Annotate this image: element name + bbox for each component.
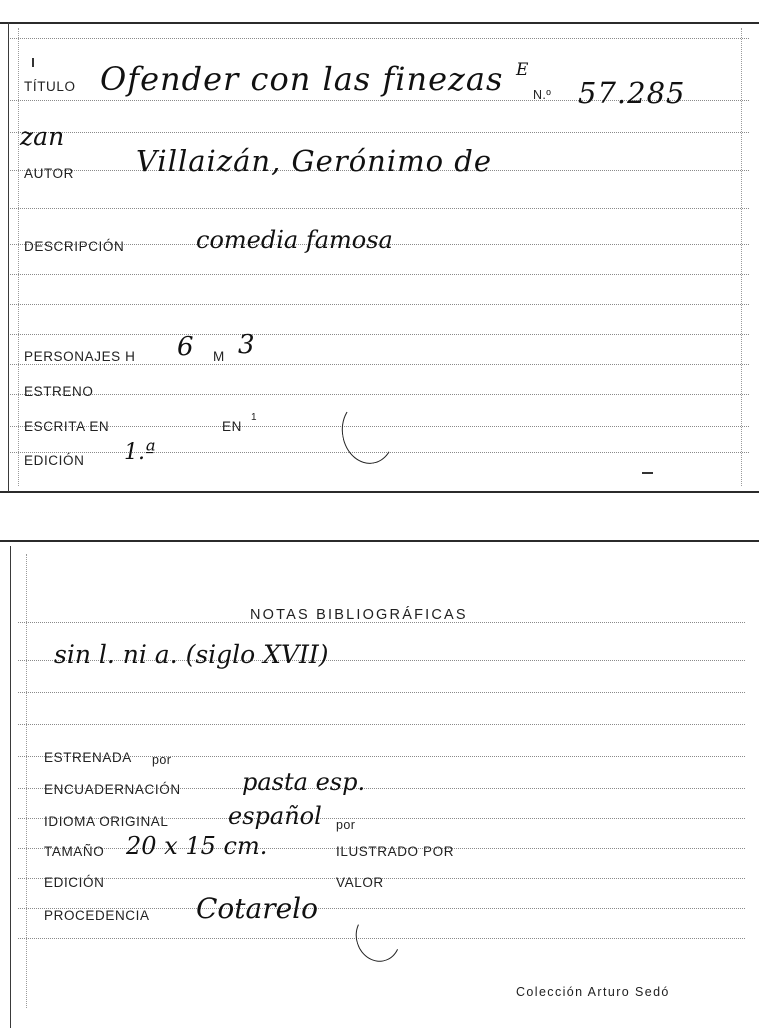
field-value-tamano: 20 x 15 cm. bbox=[126, 832, 268, 860]
field-label-en: EN bbox=[222, 419, 242, 434]
field-label-estrenada: ESTRENADA bbox=[44, 750, 132, 765]
field-value-descripcion: comedia famosa bbox=[196, 226, 393, 254]
field-label-edicion-bottom: EDICIÓN bbox=[44, 875, 105, 890]
field-label-ilustrado-por: ILUSTRADO POR bbox=[336, 844, 455, 859]
rule bbox=[10, 334, 749, 335]
top-card-left-dotted-rule bbox=[18, 28, 19, 486]
bottom-card-top-border bbox=[0, 540, 759, 542]
field-value-idioma-original: español bbox=[228, 802, 322, 830]
titulo-overflow: zan bbox=[20, 122, 65, 151]
pen-mark-arc-bottom bbox=[349, 906, 406, 967]
field-value-titulo: Ofender con las finezas bbox=[100, 60, 504, 98]
field-label-titulo: TÍTULO bbox=[24, 79, 76, 94]
field-value-procedencia: Cotarelo bbox=[196, 892, 318, 925]
field-value-personajes-m: 3 bbox=[238, 330, 255, 360]
field-sublabel-estrenada-por: por bbox=[152, 753, 172, 767]
field-label-descripcion: DESCRIPCIÓN bbox=[24, 239, 125, 254]
field-value-en: 1 bbox=[251, 412, 257, 423]
rule bbox=[10, 394, 749, 395]
pen-mark-arc bbox=[337, 396, 399, 468]
field-value-autor: Villaizán, Gerónimo de bbox=[136, 144, 493, 178]
field-label-procedencia: PROCEDENCIA bbox=[44, 908, 150, 923]
notes-heading: NOTAS BIBLIOGRÁFICAS bbox=[250, 607, 468, 623]
bibliographic-note: sin l. ni a. (siglo XVII) bbox=[54, 640, 329, 669]
field-label-escrita-en: ESCRITA EN bbox=[24, 419, 110, 434]
record-number-value: 57.285 bbox=[578, 76, 686, 110]
pen-mark-tick-2 bbox=[32, 58, 34, 67]
field-label-personajes-m: M bbox=[213, 349, 225, 364]
top-card-top-border bbox=[0, 22, 759, 24]
field-label-edicion: EDICIÓN bbox=[24, 453, 85, 468]
top-card-bottom-border bbox=[0, 491, 759, 493]
field-value-encuadernacion: pasta esp. bbox=[242, 768, 366, 796]
bottom-catalog-card bbox=[0, 540, 759, 1028]
pen-mark-tick bbox=[642, 472, 653, 474]
top-card-left-border bbox=[8, 22, 9, 492]
field-sublabel-idioma-por: por bbox=[336, 818, 356, 832]
rule bbox=[10, 208, 749, 209]
field-value-edicion: 1.ª bbox=[124, 440, 156, 465]
rule bbox=[10, 274, 749, 275]
titulo-superscript: E bbox=[516, 60, 529, 80]
rule bbox=[10, 132, 749, 133]
field-label-estreno: ESTRENO bbox=[24, 384, 94, 399]
rule bbox=[10, 364, 749, 365]
field-label-tamano: TAMAÑO bbox=[44, 844, 105, 859]
bottom-card-left-border bbox=[10, 546, 11, 1028]
top-catalog-card bbox=[0, 22, 759, 492]
rule bbox=[10, 38, 749, 39]
field-label-personajes-h: PERSONAJES H bbox=[24, 349, 136, 364]
rule bbox=[10, 304, 749, 305]
record-number-label: N.º bbox=[533, 88, 552, 102]
collection-credit: Colección Arturo Sedó bbox=[516, 985, 670, 999]
rule bbox=[18, 692, 745, 693]
field-label-encuadernacion: ENCUADERNACIÓN bbox=[44, 782, 181, 797]
top-card-right-dotted-rule bbox=[741, 28, 742, 486]
rule bbox=[18, 724, 745, 725]
field-value-personajes-h: 6 bbox=[177, 332, 194, 362]
field-label-valor: VALOR bbox=[336, 875, 384, 890]
field-label-idioma-original: IDIOMA ORIGINAL bbox=[44, 814, 169, 829]
field-label-autor: AUTOR bbox=[24, 166, 75, 181]
